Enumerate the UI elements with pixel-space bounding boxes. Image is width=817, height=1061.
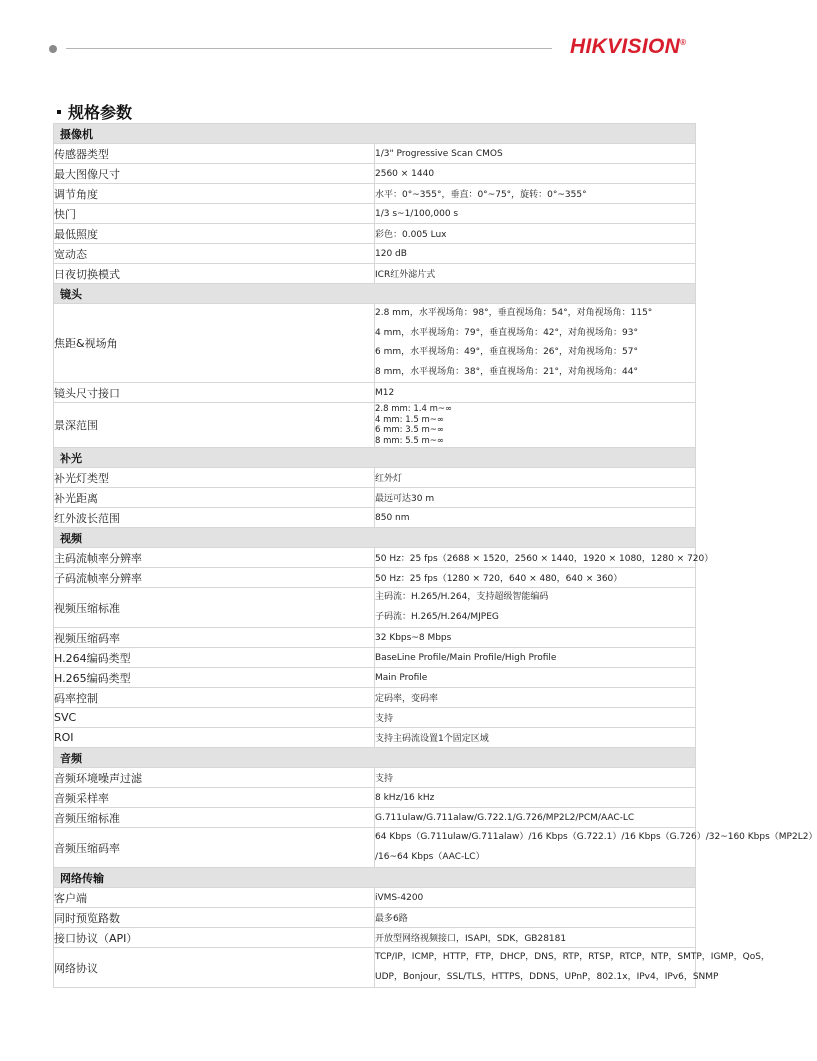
spec-value xyxy=(375,588,696,628)
section-header-label: 补光 xyxy=(54,448,696,468)
spec-key: 码率控制 xyxy=(54,688,375,708)
spec-row xyxy=(54,184,696,204)
spec-value xyxy=(375,948,770,988)
spec-row xyxy=(54,224,696,244)
spec-value-line: 1/3 s~1/100,000 s xyxy=(375,208,459,219)
spec-row xyxy=(54,508,696,528)
spec-table xyxy=(53,123,817,988)
spec-value-line: 6 mm，水平视场角：49°，垂直视场角：26°，对角视场角：57° xyxy=(375,347,638,357)
section-header xyxy=(54,124,696,144)
spec-key: 宽动态 xyxy=(54,244,375,264)
spec-row xyxy=(54,383,696,403)
section-header xyxy=(54,284,696,304)
spec-key: 音频采样率 xyxy=(54,788,375,808)
section-header xyxy=(54,868,696,888)
spec-row xyxy=(54,628,696,648)
section-header xyxy=(54,448,696,468)
spec-value xyxy=(375,508,696,528)
spec-key: 音频压缩标准 xyxy=(54,808,375,828)
spec-row xyxy=(54,888,696,908)
spec-value-line: ICR红外滤片式 xyxy=(375,270,436,280)
spec-value xyxy=(375,908,696,928)
spec-row xyxy=(54,668,696,688)
spec-key: 日夜切换模式 xyxy=(54,264,375,284)
section-header-label: 摄像机 xyxy=(54,124,696,144)
spec-value-line: 开放型网络视频接口，ISAPI，SDK，GB28181 xyxy=(375,934,567,944)
hikvision-logo: HIKVISION® xyxy=(570,35,687,58)
spec-row xyxy=(54,488,696,508)
spec-key: 焦距&视场角 xyxy=(54,304,375,383)
spec-row xyxy=(54,304,696,383)
spec-row xyxy=(54,648,696,668)
spec-value-line: 最远可达30 m xyxy=(375,494,435,504)
page-title: 规格参数 xyxy=(57,100,132,123)
spec-key: 网络协议 xyxy=(54,948,375,988)
spec-value-line: 1/3" Progressive Scan CMOS xyxy=(375,148,503,159)
spec-value xyxy=(375,548,714,568)
spec-key: SVC xyxy=(54,708,375,728)
spec-key: 镜头尺寸接口 xyxy=(54,383,375,403)
spec-value xyxy=(375,568,696,588)
spec-row xyxy=(54,164,696,184)
spec-value xyxy=(375,304,696,383)
spec-key: 景深范围 xyxy=(54,403,375,448)
spec-key: 快门 xyxy=(54,204,375,224)
spec-value-line: iVMS-4200 xyxy=(375,892,424,903)
spec-value-line: BaseLine Profile/Main Profile/High Profile xyxy=(375,652,557,663)
section-header-label: 镜头 xyxy=(54,284,696,304)
spec-row xyxy=(54,548,696,568)
spec-key: 客户端 xyxy=(54,888,375,908)
section-header-label: 音频 xyxy=(54,748,696,768)
spec-key: 补光距离 xyxy=(54,488,375,508)
spec-value-line: 红外灯 xyxy=(375,474,403,484)
spec-value-line: 6 mm: 3.5 m~∞ xyxy=(375,425,444,435)
spec-value xyxy=(375,488,696,508)
spec-key: 主码流帧率分辨率 xyxy=(54,548,375,568)
spec-value xyxy=(375,928,696,948)
spec-value xyxy=(375,688,696,708)
spec-row xyxy=(54,808,696,828)
spec-row xyxy=(54,768,696,788)
header-rule xyxy=(66,48,552,49)
spec-value-line: /16~64 Kbps（AAC-LC） xyxy=(375,851,485,862)
header-dot xyxy=(49,45,57,53)
spec-value xyxy=(375,468,696,488)
spec-row xyxy=(54,403,696,448)
spec-value-line: 850 nm xyxy=(375,512,410,523)
spec-value-line: 32 Kbps~8 Mbps xyxy=(375,632,452,643)
spec-value-line: 8 kHz/16 kHz xyxy=(375,792,435,803)
spec-key: 补光灯类型 xyxy=(54,468,375,488)
spec-value-line: 支持 xyxy=(375,714,394,724)
spec-row xyxy=(54,928,696,948)
spec-key: 传感器类型 xyxy=(54,144,375,164)
spec-value xyxy=(375,383,696,403)
spec-value-line: 水平：0°~355°，垂直：0°~75°，旋转：0°~355° xyxy=(375,190,587,200)
spec-row xyxy=(54,568,696,588)
section-header xyxy=(54,528,696,548)
spec-key: 子码流帧率分辨率 xyxy=(54,568,375,588)
spec-value-line: 4 mm: 1.5 m~∞ xyxy=(375,414,444,425)
spec-value-line: 主码流：H.265/H.264，支持超级智能编码 xyxy=(375,592,549,602)
spec-key: 调节角度 xyxy=(54,184,375,204)
spec-value-line: 子码流：H.265/H.264/MJPEG xyxy=(375,611,499,622)
spec-row xyxy=(54,264,696,284)
spec-value xyxy=(375,224,696,244)
spec-value-line: 120 dB xyxy=(375,248,407,259)
spec-value xyxy=(375,648,696,668)
spec-key: 接口协议（API） xyxy=(54,928,375,948)
spec-row xyxy=(54,788,696,808)
spec-value xyxy=(375,204,696,224)
spec-row xyxy=(54,708,696,728)
spec-value xyxy=(375,264,696,284)
spec-value xyxy=(375,184,696,204)
spec-value-line: 8 mm，水平视场角：38°，垂直视场角：21°，对角视场角：44° xyxy=(375,366,638,377)
spec-value-line: 彩色：0.005 Lux xyxy=(375,230,447,240)
spec-value xyxy=(375,708,696,728)
spec-value-line: TCP/IP，ICMP，HTTP，FTP，DHCP，DNS，RTP，RTSP，RTCP，NTP，SMTP，IGMP，QoS， xyxy=(375,952,770,962)
spec-value xyxy=(375,668,696,688)
spec-key: 视频压缩码率 xyxy=(54,628,375,648)
spec-key: H.265编码类型 xyxy=(54,668,375,688)
spec-value xyxy=(375,728,696,748)
spec-key: 红外波长范围 xyxy=(54,508,375,528)
spec-key: 音频压缩码率 xyxy=(54,828,375,868)
spec-key: 音频环境噪声过滤 xyxy=(54,768,375,788)
spec-value-line: 4 mm，水平视场角：79°，垂直视场角：42°，对角视场角：93° xyxy=(375,327,638,338)
spec-key: H.264编码类型 xyxy=(54,648,375,668)
spec-row xyxy=(54,144,696,164)
spec-value-line: M12 xyxy=(375,387,395,398)
spec-value-line: 最多6路 xyxy=(375,914,408,924)
spec-value xyxy=(375,144,696,164)
spec-key: 视频压缩标准 xyxy=(54,588,375,628)
spec-value-line: 2.8 mm，水平视场角：98°，垂直视场角：54°，对角视场角：115° xyxy=(375,308,653,318)
spec-value-line: 50 Hz：25 fps（1280 × 720，640 × 480，640 × 360） xyxy=(375,574,623,584)
section-header-label: 视频 xyxy=(54,528,696,548)
spec-value-line: 50 Hz：25 fps（2688 × 1520，2560 × 1440，1920 × 1080，1280 × 720） xyxy=(375,554,714,564)
spec-value-line: 支持 xyxy=(375,774,394,784)
spec-value-line: 2560 × 1440 xyxy=(375,168,435,179)
spec-value xyxy=(375,164,696,184)
spec-value-line: 2.8 mm: 1.4 m~∞ xyxy=(375,404,453,414)
spec-row xyxy=(54,468,696,488)
spec-key: 最大图像尺寸 xyxy=(54,164,375,184)
spec-value-line: 定码率，变码率 xyxy=(375,694,439,704)
spec-row xyxy=(54,828,696,868)
spec-value-line: 支持主码流设置1个固定区域 xyxy=(375,734,489,744)
title-bullet-icon xyxy=(57,110,61,114)
spec-row xyxy=(54,948,696,988)
spec-key: ROI xyxy=(54,728,375,748)
section-header xyxy=(54,748,696,768)
spec-value xyxy=(375,244,696,264)
spec-value-line: G.711ulaw/G.711alaw/G.722.1/G.726/MP2L2/PCM/AAC-LC xyxy=(375,812,635,823)
spec-value-line: 64 Kbps（G.711ulaw/G.711alaw）/16 Kbps（G.722.1）/16 Kbps（G.726）/32~160 Kbps（MP2L2） xyxy=(375,832,817,842)
spec-value xyxy=(375,768,696,788)
spec-row xyxy=(54,244,696,264)
spec-row xyxy=(54,688,696,708)
spec-row xyxy=(54,728,696,748)
spec-value-line: UDP，Bonjour，SSL/TLS，HTTPS，DDNS，UPnP，802.1x，IPv4，IPv6，SNMP xyxy=(375,971,719,982)
spec-value xyxy=(375,828,817,868)
spec-value xyxy=(375,403,696,448)
spec-row xyxy=(54,908,696,928)
spec-row xyxy=(54,588,696,628)
spec-value xyxy=(375,628,696,648)
spec-value xyxy=(375,808,696,828)
spec-value-line: Main Profile xyxy=(375,672,428,683)
spec-key: 最低照度 xyxy=(54,224,375,244)
spec-key: 同时预览路数 xyxy=(54,908,375,928)
section-header-label: 网络传输 xyxy=(54,868,696,888)
spec-value-line: 8 mm: 5.5 m~∞ xyxy=(375,435,444,446)
spec-value xyxy=(375,888,696,908)
spec-value xyxy=(375,788,696,808)
spec-row xyxy=(54,204,696,224)
